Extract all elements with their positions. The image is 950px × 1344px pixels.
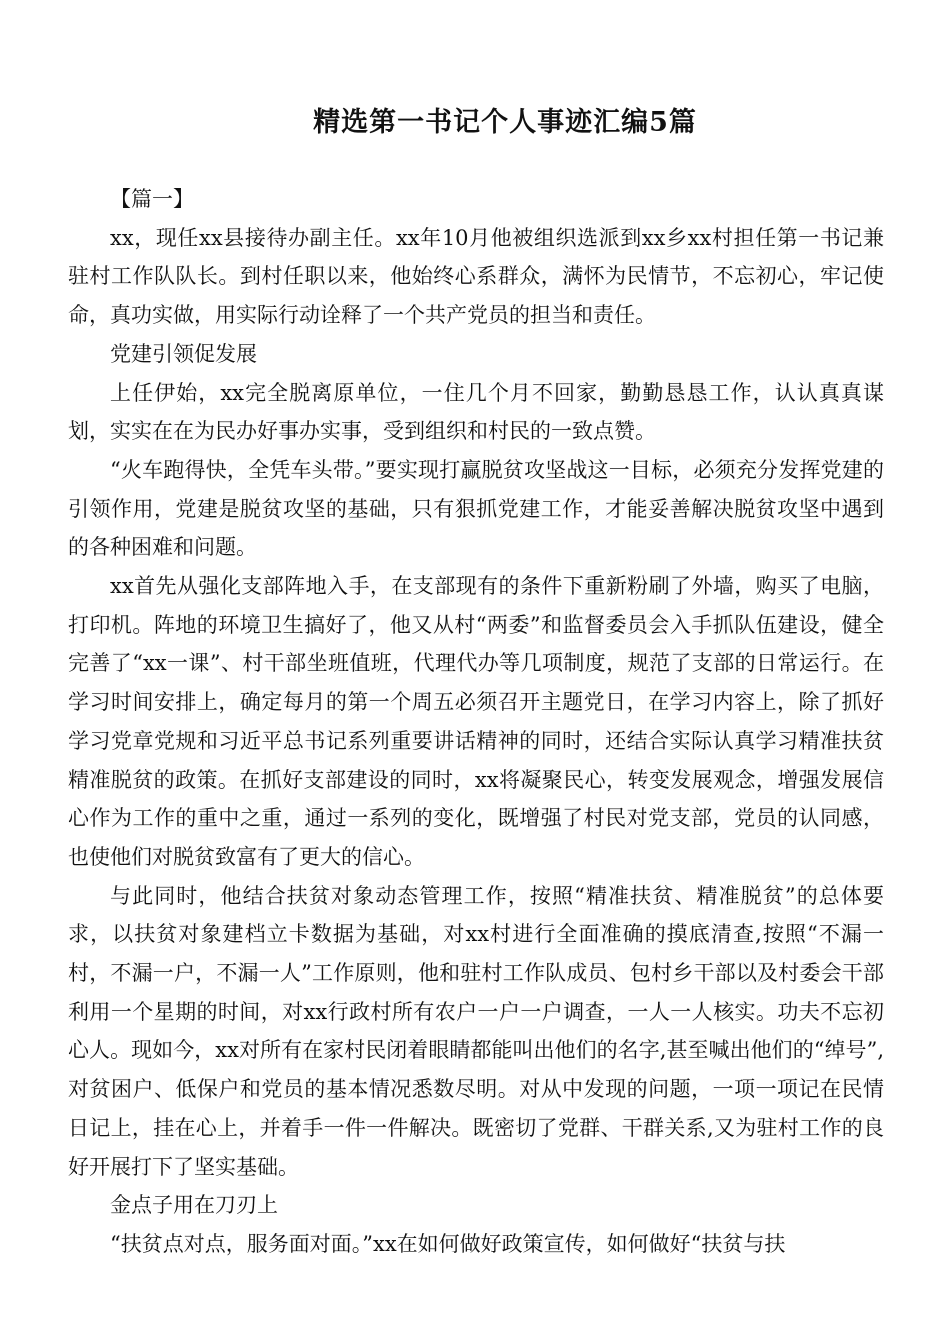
paragraph-intro: xx，现任xx县接待办副主任。xx年10月他被组织选派到xx乡xx村担任第一书记兼驻村工作队队长。到村任职以来，他始终心系群众，满怀为民情节，不忘初心，牢记使命，真功实做，用实际行动诠释了一个共产党员的担当和责任。 bbox=[68, 225, 884, 328]
paragraph: 与此同时，他结合扶贫对象动态管理工作，按照“精准扶贫、精准脱贫”的总体要求，以扶贫对象建档立卡数据为基础，对xx村进行全面准确的摸底清查,按照“不漏一村，不漏一户，不漏一人”工作原则，他和驻村工作队成员、包村乡干部以及村委会干部利用一个星期的时间，对xx行政村所有农户一户一户调查，一人一人核实。功夫不忘初心人。现如今，xx对所有在家村民闭着眼睛都能叫出他们的名字,甚至喊出他们的“绰号”,对贫困户、低保户和党员的基本情况悉数尽明。对从中发现的问题，一项一项记在民情日记上，挂在心上，并着手一件一件解决。既密切了党群、干群关系,又为驻村工作的良好开展打下了坚实基础。 bbox=[68, 883, 884, 1179]
document-title: 精选第一书记个人事迹汇编5篇 bbox=[313, 107, 697, 138]
section-label: 【篇一】 bbox=[110, 187, 194, 211]
subheading-golden-ideas: 金点子用在刀刃上 bbox=[110, 1193, 278, 1218]
paragraph: “扶贫点对点，服务面对面。”xx在如何做好政策宣传，如何做好“扶贫与扶 bbox=[110, 1231, 786, 1256]
paragraph: “火车跑得快，全凭车头带。”要实现打赢脱贫攻坚战这一目标，必须充分发挥党建的引领作用，党建是脱贫攻坚的基础，只有狠抓党建工作，才能妥善解决脱贫攻坚中遇到的各种困难和问题。 bbox=[68, 457, 884, 560]
paragraph: 上任伊始，xx完全脱离原单位，一住几个月不回家，勤勤恳恳工作，认认真真谋划，实实在在为民办好事办实事，受到组织和村民的一致点赞。 bbox=[68, 380, 884, 444]
document-body bbox=[68, 180, 884, 1264]
paragraph: xx首先从强化支部阵地入手，在支部现有的条件下重新粉刷了外墙，购买了电脑，打印机。阵地的环境卫生搞好了，他又从村“两委”和监督委员会入手抓队伍建设，健全完善了“xx一课”、村干部坐班值班，代理代办等几项制度，规范了支部的日常运行。在学习时间安排上，确定每月的第一个周五必须召开主题党日，在学习内容上，除了抓好学习党章党规和习近平总书记系列重要讲话精神的同时，还结合实际认真学习精准扶贫精准脱贫的政策。在抓好支部建设的同时，xx将凝聚民心，转变发展观念，增强发展信心作为工作的重中之重，通过一系列的变化，既增强了村民对党支部，党员的认同感，也使他们对脱贫致富有了更大的信心。 bbox=[68, 574, 884, 869]
subheading-party-building: 党建引领促发展 bbox=[110, 341, 257, 366]
